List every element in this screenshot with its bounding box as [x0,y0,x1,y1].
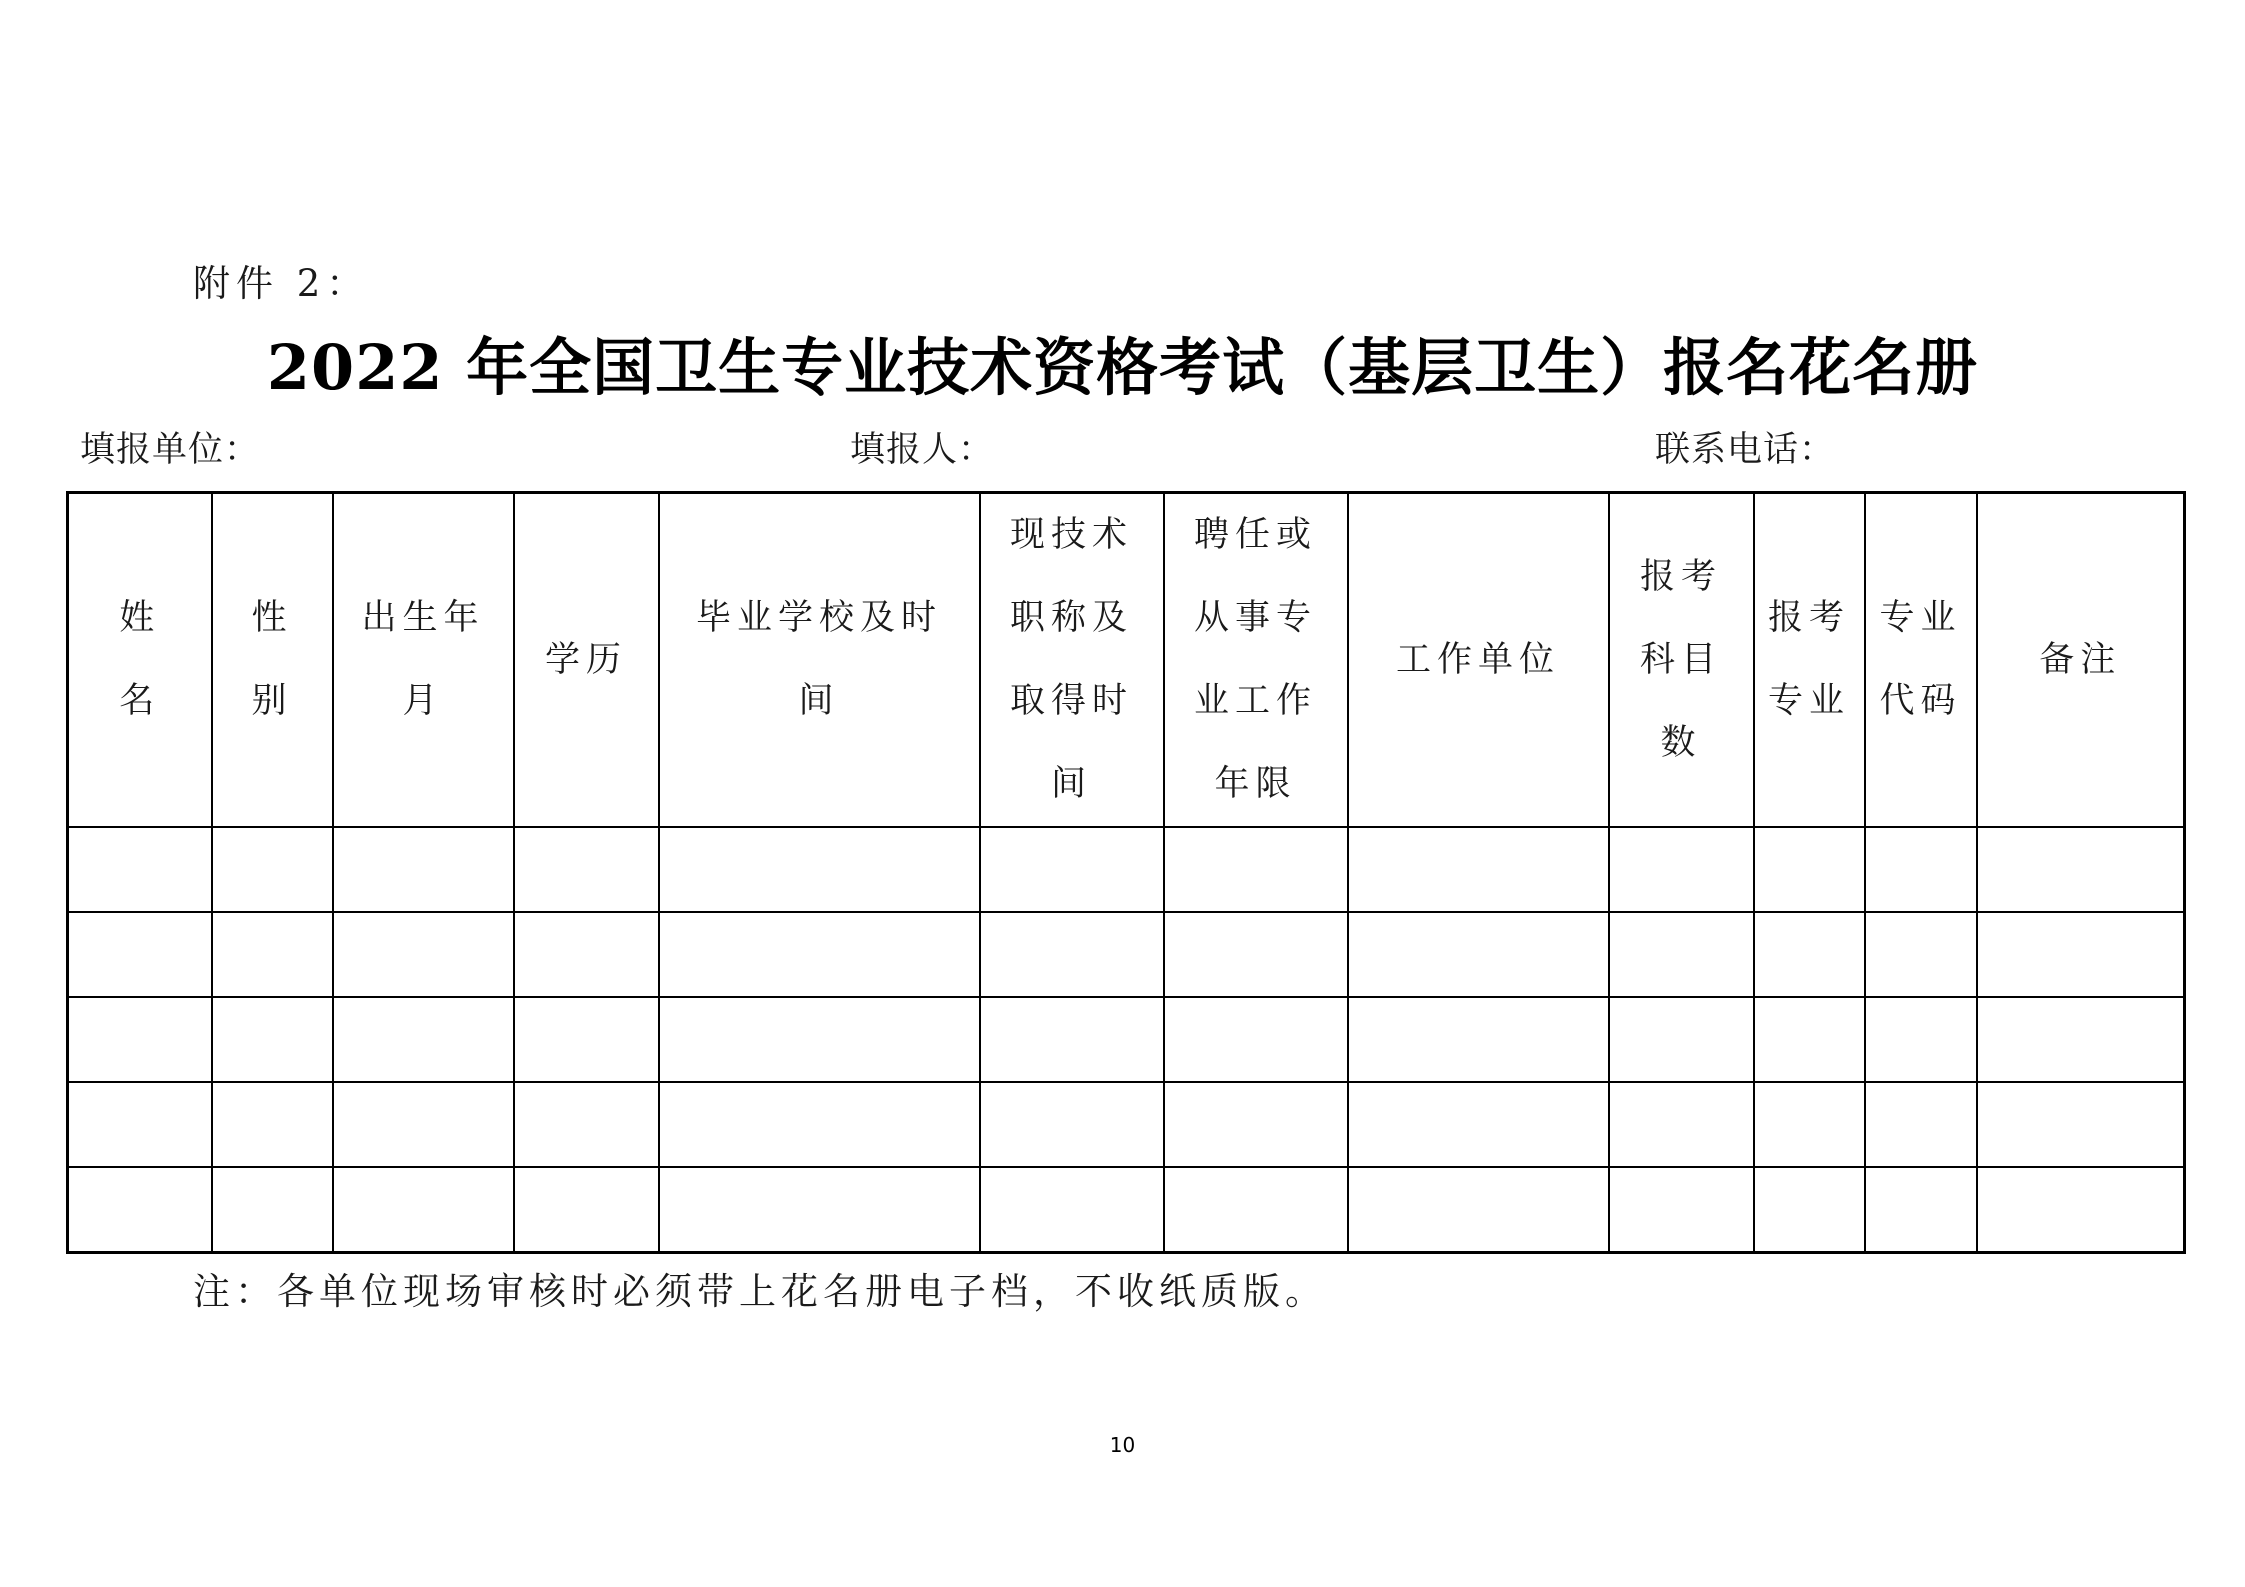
header-exam-major: 报考专业 [1754,493,1865,828]
table-cell[interactable] [980,1167,1164,1253]
table-row [68,1082,2185,1167]
table-cell[interactable] [1164,912,1348,997]
table-cell[interactable] [1865,827,1977,912]
header-education: 学历 [514,493,659,828]
table-cell[interactable] [1865,1167,1977,1253]
table-cell[interactable] [212,997,333,1082]
table-row [68,997,2185,1082]
fill-phone-label: 联系电话： [1655,430,1836,470]
table-cell[interactable] [1348,997,1609,1082]
table-cell[interactable] [514,1167,659,1253]
table-cell[interactable] [68,997,212,1082]
table-cell[interactable] [1348,1082,1609,1167]
header-technical-title: 现技术职称及取得时间 [980,493,1164,828]
header-work-unit: 工作单位 [1348,493,1609,828]
table-cell[interactable] [1609,1082,1754,1167]
attachment-label: 附件 2： [193,262,370,305]
table-cell[interactable] [1754,827,1865,912]
table-cell[interactable] [1164,1082,1348,1167]
header-remarks: 备注 [1977,493,2185,828]
table-cell[interactable] [1348,912,1609,997]
table-cell[interactable] [1164,827,1348,912]
table-cell[interactable] [1865,997,1977,1082]
table-cell[interactable] [333,827,514,912]
table-cell[interactable] [1609,997,1754,1082]
table-row [68,1167,2185,1253]
fill-person-label: 填报人： [850,430,995,470]
table-cell[interactable] [980,912,1164,997]
table-cell[interactable] [659,827,980,912]
table-cell[interactable] [1164,1167,1348,1253]
table-cell[interactable] [980,1082,1164,1167]
table-cell[interactable] [333,912,514,997]
table-cell[interactable] [68,1082,212,1167]
table-cell[interactable] [1977,827,2185,912]
table-cell[interactable] [212,1167,333,1253]
table-cell[interactable] [659,1167,980,1253]
header-years-of-work: 聘任或从事专业工作年限 [1164,493,1348,828]
table-cell[interactable] [1609,827,1754,912]
table-cell[interactable] [1348,1167,1609,1253]
table-cell[interactable] [212,827,333,912]
table-cell[interactable] [659,912,980,997]
table-cell[interactable] [1977,997,2185,1082]
table-cell[interactable] [1977,1167,2185,1253]
table-cell[interactable] [1754,997,1865,1082]
table-cell[interactable] [333,1167,514,1253]
table-cell[interactable] [514,1082,659,1167]
table-cell[interactable] [1348,827,1609,912]
table-row [68,827,2185,912]
table-cell[interactable] [980,827,1164,912]
table-cell[interactable] [68,912,212,997]
page-number: 10 [1109,1433,1136,1457]
table-cell[interactable] [1977,912,2185,997]
table-cell[interactable] [1977,1082,2185,1167]
table-cell[interactable] [68,1167,212,1253]
table-cell[interactable] [514,997,659,1082]
table-cell[interactable] [1164,997,1348,1082]
table-cell[interactable] [1865,912,1977,997]
table-cell[interactable] [514,912,659,997]
registration-roster-table [66,491,2186,1254]
table-cell[interactable] [659,1082,980,1167]
header-major-code: 专业代码 [1865,493,1977,828]
table-cell[interactable] [980,997,1164,1082]
table-cell[interactable] [1609,1167,1754,1253]
header-name: 姓名 [68,493,212,828]
table-cell[interactable] [333,1082,514,1167]
header-birth-date: 出生年月 [333,493,514,828]
header-school-and-time: 毕业学校及时间 [659,493,980,828]
table-row [68,912,2185,997]
table-cell[interactable] [1754,912,1865,997]
table-cell[interactable] [1754,1167,1865,1253]
table-cell[interactable] [659,997,980,1082]
footnote: 注：各单位现场审核时必须带上花名册电子档，不收纸质版。 [193,1270,1327,1313]
table-cell[interactable] [514,827,659,912]
table-cell[interactable] [333,997,514,1082]
table-cell[interactable] [68,827,212,912]
table-cell[interactable] [212,1082,333,1167]
header-gender: 性别 [212,493,333,828]
header-exam-subject-count: 报考科目数 [1609,493,1754,828]
table-cell[interactable] [1754,1082,1865,1167]
table-header-row [68,493,2185,828]
table-cell[interactable] [212,912,333,997]
document-title: 2022 年全国卫生专业技术资格考试（基层卫生）报名花名册 [266,331,1979,404]
table-body [68,827,2185,1253]
table-cell[interactable] [1865,1082,1977,1167]
fill-unit-label: 填报单位： [80,430,261,470]
table-cell[interactable] [1609,912,1754,997]
